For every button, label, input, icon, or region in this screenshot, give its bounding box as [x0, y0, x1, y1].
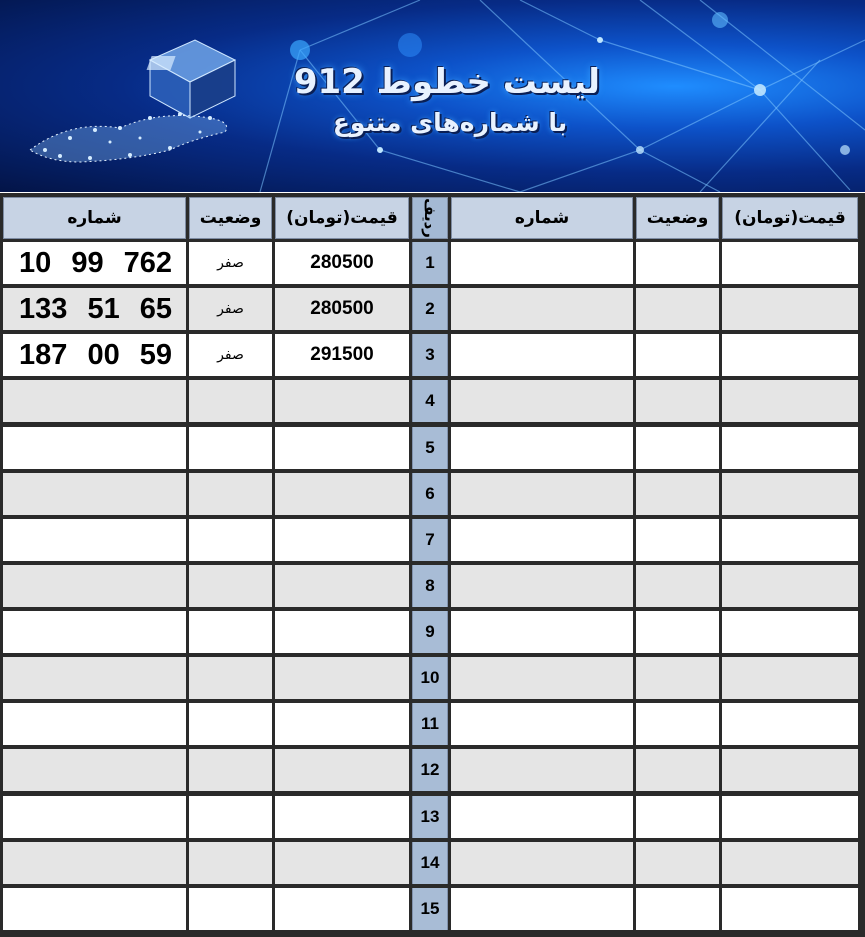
status-cell-left: صفر: [189, 288, 272, 330]
rank-cell: 3: [412, 334, 448, 376]
status-cell-left: [189, 842, 272, 884]
status-cell-left: [189, 473, 272, 515]
price-cell-left: [275, 427, 409, 469]
number-cell-right: [451, 657, 633, 699]
header-number-left: شماره: [3, 197, 186, 239]
header-status-right: وضعیت: [636, 197, 719, 239]
rank-cell: 1: [412, 242, 448, 284]
price-cell-left: 291500: [275, 334, 409, 376]
header-status-left: وضعیت: [189, 197, 272, 239]
number-cell-right: [451, 473, 633, 515]
price-cell-left: 280500: [275, 242, 409, 284]
status-cell-left: [189, 565, 272, 607]
rank-cell: 15: [412, 888, 448, 930]
status-cell-right: [636, 888, 719, 930]
number-cell-left: 10 99 762: [3, 242, 186, 284]
price-cell-left: [275, 380, 409, 422]
status-cell-left: [189, 749, 272, 791]
number-cell-left: [3, 519, 186, 561]
status-cell-right: [636, 611, 719, 653]
digital-hand-icon: [30, 112, 227, 162]
rank-cell: 11: [412, 703, 448, 745]
price-cell-right: [722, 796, 858, 838]
price-cell-left: [275, 888, 409, 930]
price-cell-right: [722, 519, 858, 561]
number-cell-right: [451, 380, 633, 422]
number-cell-right: [451, 427, 633, 469]
price-cell-right: [722, 657, 858, 699]
rank-cell: 6: [412, 473, 448, 515]
price-cell-left: [275, 703, 409, 745]
price-cell-right: [722, 473, 858, 515]
price-cell-left: [275, 657, 409, 699]
status-cell-right: [636, 657, 719, 699]
price-cell-right: [722, 380, 858, 422]
number-cell-left: [3, 427, 186, 469]
price-cell-right: [722, 703, 858, 745]
status-cell-right: [636, 242, 719, 284]
number-cell-right: [451, 703, 633, 745]
sim-chip-icon: [147, 40, 235, 118]
price-cell-right: [722, 611, 858, 653]
numbers-table: [0, 193, 865, 937]
rank-cell: 13: [412, 796, 448, 838]
status-cell-left: صفر: [189, 242, 272, 284]
price-cell-left: [275, 473, 409, 515]
number-cell-left: [3, 380, 186, 422]
rank-cell: 5: [412, 427, 448, 469]
status-cell-right: [636, 703, 719, 745]
price-cell-right: [722, 888, 858, 930]
number-cell-left: [3, 842, 186, 884]
header-rank: [412, 197, 448, 239]
price-cell-left: [275, 565, 409, 607]
rank-cell: 8: [412, 565, 448, 607]
price-cell-left: [275, 842, 409, 884]
status-cell-right: [636, 473, 719, 515]
number-cell-right: [451, 888, 633, 930]
number-cell-right: [451, 749, 633, 791]
status-cell-left: [189, 519, 272, 561]
number-cell-right: [451, 842, 633, 884]
price-cell-left: [275, 519, 409, 561]
header-number-right: شماره: [451, 197, 633, 239]
number-cell-left: [3, 749, 186, 791]
price-cell-left: 280500: [275, 288, 409, 330]
price-cell-right: [722, 334, 858, 376]
price-cell-left: [275, 611, 409, 653]
status-cell-left: [189, 888, 272, 930]
status-cell-right: [636, 519, 719, 561]
price-cell-right: [722, 288, 858, 330]
price-cell-right: [722, 842, 858, 884]
rank-cell: 2: [412, 288, 448, 330]
banner-subtitle: با شماره‌های متنوع: [332, 108, 568, 137]
number-cell-right: [451, 796, 633, 838]
rank-cell: 4: [412, 380, 448, 422]
number-cell-left: [3, 657, 186, 699]
number-cell-left: [3, 473, 186, 515]
number-cell-right: [451, 288, 633, 330]
price-cell-right: [722, 749, 858, 791]
status-cell-right: [636, 288, 719, 330]
price-cell-right: [722, 565, 858, 607]
rank-cell: 7: [412, 519, 448, 561]
number-cell-left: [3, 611, 186, 653]
rank-cell: 12: [412, 749, 448, 791]
price-cell-right: [722, 427, 858, 469]
price-cell-left: [275, 796, 409, 838]
header-price-left: قیمت(تومان): [275, 197, 409, 239]
status-cell-left: [189, 380, 272, 422]
number-cell-right: [451, 242, 633, 284]
status-cell-left: [189, 657, 272, 699]
status-cell-left: صفر: [189, 334, 272, 376]
number-cell-right: [451, 611, 633, 653]
status-cell-left: [189, 427, 272, 469]
status-cell-right: [636, 749, 719, 791]
status-cell-right: [636, 427, 719, 469]
header-rank-label: ردیف: [421, 198, 439, 238]
number-cell-right: [451, 519, 633, 561]
number-cell-left: 187 00 59: [3, 334, 186, 376]
number-cell-left: [3, 703, 186, 745]
rank-cell: 10: [412, 657, 448, 699]
number-cell-right: [451, 334, 633, 376]
status-cell-left: [189, 611, 272, 653]
status-cell-left: [189, 796, 272, 838]
header-price-right: قیمت(تومان): [722, 197, 858, 239]
number-cell-left: [3, 796, 186, 838]
rank-cell: 9: [412, 611, 448, 653]
number-cell-right: [451, 565, 633, 607]
status-cell-left: [189, 703, 272, 745]
status-cell-right: [636, 380, 719, 422]
status-cell-right: [636, 565, 719, 607]
price-cell-right: [722, 242, 858, 284]
price-cell-left: [275, 749, 409, 791]
number-cell-left: [3, 888, 186, 930]
banner-title: لیست خطوط 912: [293, 62, 600, 102]
status-cell-right: [636, 842, 719, 884]
number-cell-left: [3, 565, 186, 607]
status-cell-right: [636, 334, 719, 376]
number-cell-left: 133 51 65: [3, 288, 186, 330]
header-banner: [0, 0, 865, 192]
rank-cell: 14: [412, 842, 448, 884]
status-cell-right: [636, 796, 719, 838]
